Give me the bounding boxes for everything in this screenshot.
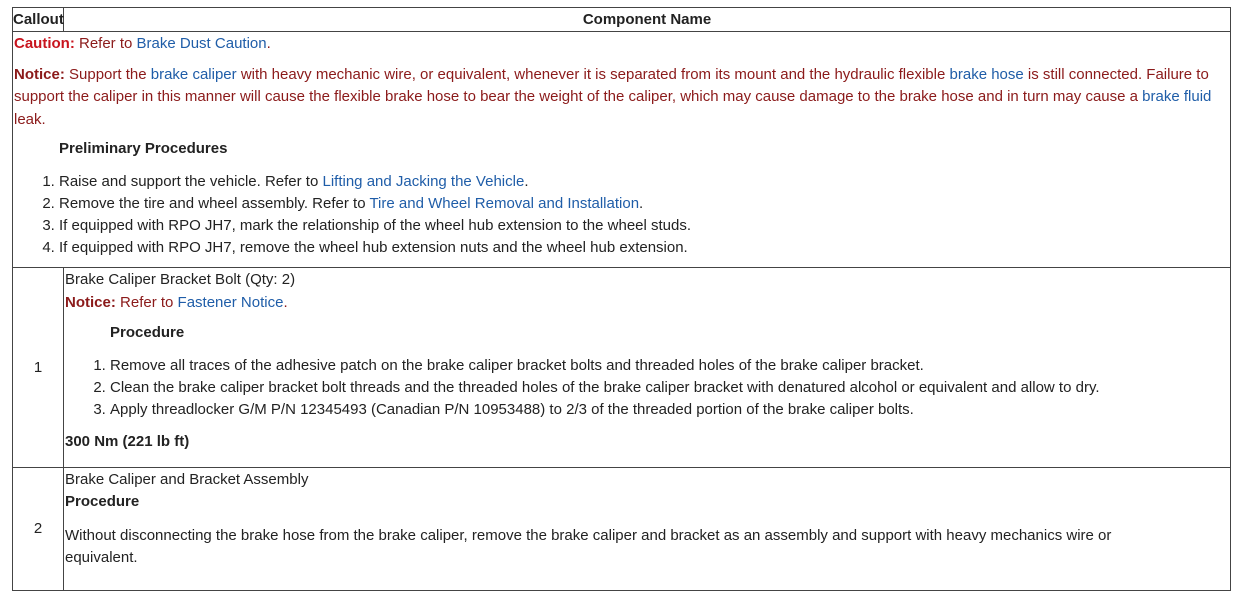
notice-text-3: is still connected. Failure to support the caliper in this manner will cause the flexible brake hose to bear the weight of the caliper, which may cause damage to the brake hose and in turn may cause a: [14, 65, 1209, 105]
caution-text: Refer to: [79, 35, 133, 52]
procedure-text: Without disconnecting the brake hose from the brake caliper, remove the brake caliper and bracket as an assembly and support with heavy mechanics wire or equivalent.: [65, 526, 1112, 566]
notice-end: .: [283, 293, 288, 311]
step-text: Raise and support the vehicle. Refer to: [59, 173, 319, 190]
caution-end: .: [266, 35, 271, 52]
notice-label: Notice:: [65, 293, 116, 311]
step-text: If equipped with RPO JH7, mark the relationship of the wheel hub extension to the wheel studs.: [59, 217, 692, 234]
procedure-title: Procedure: [65, 493, 140, 510]
list-item: 2. Clean the brake caliper bracket bolt threads and the threaded holes of the brake caliper bracket with denatured alcohol or equivalent and allow to dry.: [110, 377, 1229, 399]
torque-spec: 300 Nm (221 lb ft): [65, 433, 190, 450]
list-item: 1. Remove all traces of the adhesive patch on the brake caliper bracket bolts and threaded holes of the brake caliper bracket.: [110, 355, 1229, 377]
notice-label: Notice:: [14, 65, 65, 83]
component-name-header: Component Name: [64, 8, 1231, 32]
brake-hose-link[interactable]: brake hose: [949, 65, 1024, 83]
table-row: [13, 268, 1231, 468]
step-text: Remove the tire and wheel assembly. Refer to: [59, 195, 366, 212]
preliminary-procedures-title: Preliminary Procedures: [59, 140, 228, 157]
notice-paragraph: [14, 64, 1229, 132]
component-name: Brake Caliper Bracket Bolt (Qty: 2): [65, 271, 296, 288]
component-name: Brake Caliper and Bracket Assembly: [65, 470, 309, 488]
list-item: [59, 171, 1229, 193]
notice-text: Refer to: [120, 293, 174, 311]
header-row: [13, 8, 1231, 32]
preamble-row: [13, 32, 1231, 268]
preamble-cell: [13, 32, 1231, 268]
notice-text-4: leak.: [14, 110, 46, 128]
brake-dust-caution-link[interactable]: Brake Dust Caution: [136, 35, 267, 52]
preliminary-steps-list: [14, 171, 1229, 259]
fastener-notice-link[interactable]: Fastener Notice: [177, 293, 284, 311]
callout-number: 2: [13, 467, 64, 590]
list-item: [59, 193, 1229, 215]
notice-text-1: Support the: [69, 65, 147, 83]
notice-text-2: with heavy mechanic wire, or equivalent, whenever it is separated from its mount and the hydraulic flexible: [240, 65, 946, 83]
procedure-table: [12, 7, 1231, 591]
list-item: 3. Apply threadlocker G/M P/N 12345493 (Canadian P/N 10953488) to 2/3 of the threaded portion of the brake caliper bolts.: [110, 399, 1229, 421]
step-text: If equipped with RPO JH7, remove the wheel hub extension nuts and the wheel hub extension.: [59, 239, 688, 256]
caution-paragraph: [14, 33, 1229, 56]
component-cell: [64, 268, 1231, 468]
callout-number: 1: [13, 268, 64, 468]
list-item: [59, 215, 1229, 237]
lifting-jacking-link[interactable]: Lifting and Jacking the Vehicle: [322, 173, 525, 190]
brake-caliper-link[interactable]: brake caliper: [150, 65, 237, 83]
step-end: .: [524, 173, 529, 190]
list-item: [59, 237, 1229, 259]
caution-label: Caution:: [14, 35, 75, 52]
step-end: .: [639, 195, 644, 212]
component-cell: [64, 467, 1231, 590]
brake-fluid-link[interactable]: brake fluid: [1142, 88, 1212, 105]
procedure-steps-list: [65, 355, 1229, 421]
table-row: [13, 467, 1231, 590]
tire-wheel-removal-link[interactable]: Tire and Wheel Removal and Installation: [369, 195, 640, 212]
callout-header: Callout: [13, 8, 64, 32]
procedure-title: Procedure: [110, 324, 185, 341]
component-notice: [65, 292, 1229, 315]
